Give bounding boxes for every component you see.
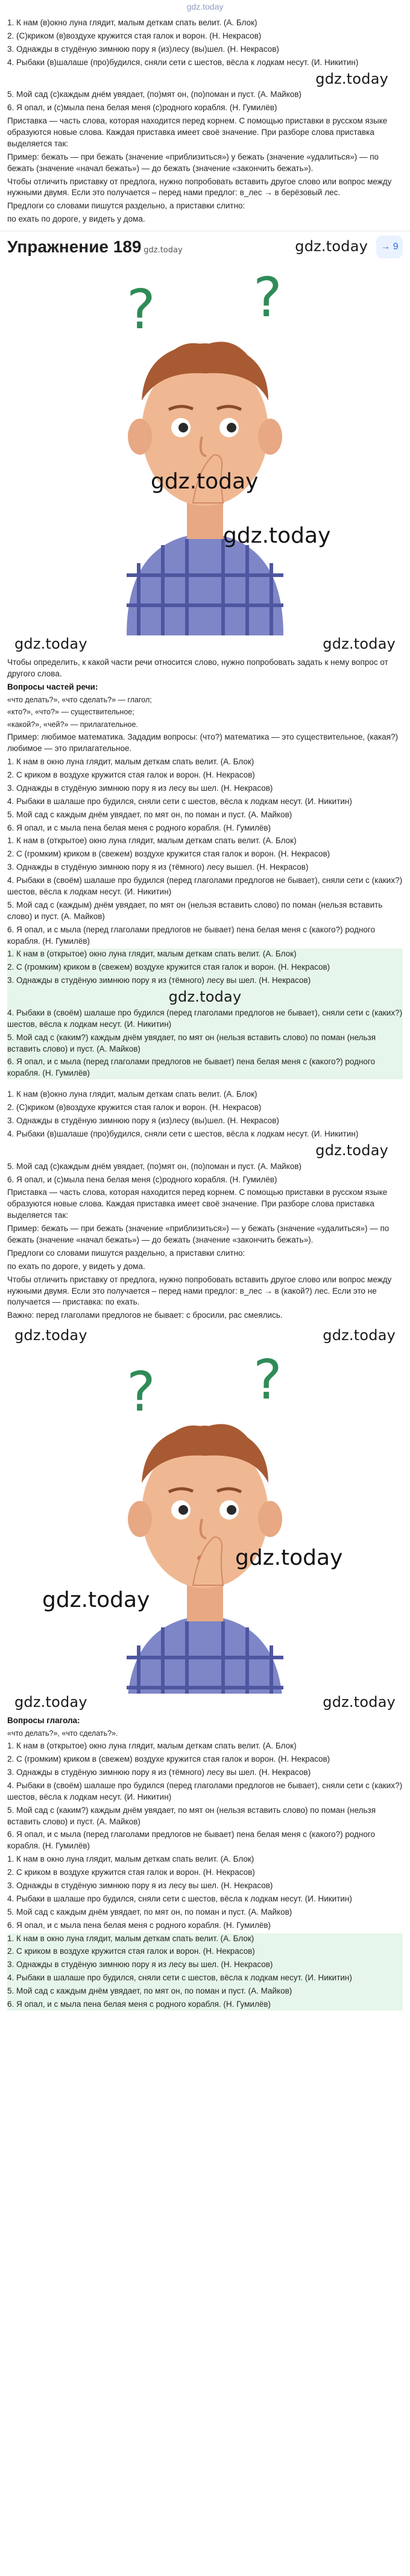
text-line: 4. Рыбаки в шалаше про будился, сняли сети с шестов, вёсла к лодкам несут. (И. Никитин): [7, 1973, 352, 1983]
text-line: Пример: бежать — при бежать (значение «приблизиться») у бежать (значение «удалиться») — по бежать (значение «начал бежать») — до бежать (значение «закончить бежать»).: [7, 152, 379, 173]
text-line: 5. Мой сад с (каким?) каждым днём увядает, по мят он (нельзя вставить слово) по поман (нельзя вставить слово) и пуст. (А. Майков): [7, 1032, 376, 1053]
text-line: 6. Я опал, и с мыла пена белая меня с родного корабля. (Н. Гумилёв): [7, 2000, 271, 2009]
text-line: Пример: любимое математика. Зададим вопросы: (что?) математика — это существительное, (какая?) любимое — это прилагательное.: [7, 732, 399, 753]
answer-section-1: [0, 13, 410, 231]
watermark: gdz.today: [42, 1588, 150, 1612]
svg-text:?: ?: [127, 278, 156, 342]
text-line: 6. Я опал, и (с)мыла пена белая меня (с)родного корабля. (Н. Гумилёв): [7, 1174, 277, 1184]
text-line: 2. С (громким) криком в (свежем) воздухе кружится стая галок и ворон. (Н. Некрасов): [7, 962, 330, 972]
answer-section-2: [0, 653, 410, 1085]
answer-section-3: [0, 1085, 410, 1327]
questions-title: [7, 1715, 403, 1727]
text-line: 3. Однажды в студёную зимнюю пору я из (тёмного) лесу вышел. (Н. Некрасов): [7, 862, 309, 872]
text-line: Чтобы определить, к какой части речи относится слово, нужно попробовать задать к нему вопрос от другого слова.: [7, 658, 388, 679]
text-line: 4. Рыбаки (в)шалаше (про)будился, сняли сети с шестов, вёсла к лодкам несут. (И. Никитин): [7, 1129, 359, 1138]
text-line: 5. Мой сад (с)каждым днём увядает, (по)мят он, (по)поман и пуст. (А. Майков): [7, 1161, 302, 1171]
watermark: gdz.today: [315, 70, 388, 87]
svg-text:?: ?: [127, 1361, 156, 1424]
site-header[interactable]: [0, 0, 410, 13]
text-line: 5. Мой сад с каждым днём увядает, по мят он, по поман и пуст. (А. Майков): [7, 1907, 292, 1916]
text-line: 2. (С)криком (в)воздухе кружится стая галок и ворон. (Н. Некрасов): [7, 1103, 262, 1112]
text-line: Приставка — часть слова, которая находится перед корнем. С помощью приставки в русском языке образуются новые слова. Каждая приставка имеет своё значение. При разборе слова приставка выделяется так:: [7, 1188, 388, 1220]
watermark: gdz.today: [323, 635, 396, 653]
text-line: 1. К нам (в)окно луна глядит, малым деткам спать велит. (А. Блок): [7, 18, 257, 27]
svg-text:?: ?: [253, 274, 282, 330]
watermark: gdz.today: [14, 1327, 87, 1344]
question-line: «кто?», «что?» — существительное;: [7, 708, 134, 717]
text-line: 4. Рыбаки в (своём) шалаше про будился (перед глаголами предлогов не бывает), сняли сети с (каких?) шестов, вёсла к лодкам несут. (И. Никитин): [7, 1008, 403, 1029]
next-exercise-label[interactable]: → 9: [380, 241, 399, 252]
text-line: Важно: перед глаголами предлогов не бывает: с бросили, рас смеялись.: [7, 1311, 283, 1320]
text-line: 1. К нам в окно луна глядит, малым деткам спать велит. (А. Блок): [7, 1854, 254, 1864]
text-line: 6. Я опал, и с мыла пена белая меня с родного корабля. (Н. Гумилёв): [7, 823, 271, 832]
text-line: Предлоги со словами пишутся раздельно, а приставки слитно:: [7, 1248, 245, 1258]
text-line: по ехать по дороге, у видеть у дома.: [7, 1261, 145, 1271]
questions-title: [7, 682, 403, 693]
text-line: Чтобы отличить приставку от предлога, нужно попробовать вставить другое слово или вопрос между нужными двумя. Если это получается – перед нами предлог: в_лес → в (какой?) лес. Если это не получается — приставка: по ехать.: [7, 1274, 392, 1307]
watermark: gdz.today: [14, 1694, 87, 1711]
next-exercise-button[interactable]: [376, 235, 403, 258]
text-line: 2. С криком в воздухе кружится стая галок и ворон. (Н. Некрасов): [7, 770, 255, 779]
text-line: Приставка — часть слова, которая находится перед корнем. С помощью приставки в русском языке образуются новые слова. Каждая приставка имеет своё значение. При разборе слова приставка выделяется так:: [7, 116, 388, 148]
text-line: 1. К нам в окно луна глядит, малым деткам спать велит. (А. Блок): [7, 757, 254, 767]
text-line: 5. Мой сад (с)каждым днём увядает, (по)мят он, (по)поман и пуст. (А. Майков): [7, 90, 302, 99]
watermark-row: [7, 1142, 403, 1159]
text-line: 6. Я опал, и с мыла (перед глаголами предлогов не бывает) пена белая меня с (какого?) родного корабля. (Н. Гумилёв): [7, 925, 376, 946]
text-line: 5. Мой сад с (каким?) каждым днём увядает, по мят он (нельзя вставить слово) по поман (нельзя вставить слово) и пуст. (А. Майков): [7, 1805, 376, 1826]
watermark: gdz.today: [14, 635, 87, 653]
watermark: gdz.today: [315, 1141, 388, 1159]
watermark-row: [7, 70, 403, 88]
watermark-small: gdz.today: [144, 246, 183, 255]
text-line: 4. Рыбаки в шалаше про будился, сняли сети с шестов, вёсла к лодкам несут. (И. Никитин): [7, 796, 352, 806]
text-line: 4. Рыбаки в (своём) шалаше про будился (перед глаголами предлогов не бывает), сняли сети с (каких?) шестов, вёсла к лодкам несут. (И. Никитин): [7, 876, 403, 896]
text-line: Предлоги со словами пишутся раздельно, а приставки слитно:: [7, 201, 245, 211]
text-line: 6. Я опал, и с мыла (перед глаголами предлогов не бывает) пена белая меня с (какого?) родного корабля. (Н. Гумилёв): [7, 1830, 376, 1851]
watermark: gdz.today: [295, 238, 368, 255]
highlighted-answer: [7, 1933, 403, 2010]
text-line: 3. Однажды в студёную зимнюю пору я из лесу вы шел. (Н. Некрасов): [7, 1960, 273, 1969]
highlighted-answer: [7, 949, 403, 1079]
watermark: gdz.today: [151, 469, 259, 494]
text-line: 2. С криком в воздухе кружится стая галок и ворон. (Н. Некрасов): [7, 1868, 255, 1877]
text-line: 3. Однажды в студёную зимнюю пору я (из)лесу (вы)шел. (Н. Некрасов): [7, 44, 279, 54]
text-line: 2. (С)криком (в)воздухе кружится стая галок и ворон. (Н. Некрасов): [7, 31, 262, 40]
answer-section-4: [0, 1711, 410, 2016]
thinking-boy-image: [102, 274, 308, 635]
question-line: «что делать?», «что сделать?».: [7, 1729, 118, 1738]
question-line: «что делать?», «что сделать?» — глагол;: [7, 695, 152, 704]
text-line: 6. Я опал, и с мыла (перед глаголами предлогов не бывает) пена белая меня с (какого?) родного корабля. (Н. Гумилёв): [7, 1057, 376, 1078]
watermark: gdz.today: [323, 1694, 396, 1711]
text-line: 1. К нам в окно луна глядит, малым деткам спать велит. (А. Блок): [7, 1933, 254, 1943]
text-line: 5. Мой сад с каждым днём увядает, по мят он, по поман и пуст. (А. Майков): [7, 809, 292, 819]
text-line: 1. К нам в (открытое) окно луна глядит, малым деткам спать велит. (А. Блок): [7, 836, 297, 846]
watermark: gdz.today: [323, 1327, 396, 1344]
questions-title-text: Вопросы глагола:: [7, 1715, 80, 1725]
illustration-thinking-boy-2: [0, 1344, 410, 1694]
watermark-row: [0, 1327, 410, 1344]
text-line: 4. Рыбаки в (своём) шалаше про будился (перед глаголами предлогов не бывает), сняли сети с (каких?) шестов, вёсла к лодкам несут. (И. Никитин): [7, 1780, 403, 1801]
text-line: 3. Однажды в студёную зимнюю пору я из (тёмного) лесу вы шел. (Н. Некрасов): [7, 1767, 311, 1777]
text-line: Пример: бежать — при бежать (значение «приблизиться») — у бежать (значение «удалиться») — по бежать (значение «начал бежать») — до бежать (значение «закончить бежать»).: [7, 1224, 390, 1244]
illustration-thinking-boy: [0, 262, 410, 635]
text-line: 3. Однажды в студёную зимнюю пору я из лесу вы шел. (Н. Некрасов): [7, 783, 273, 793]
watermark-row: [0, 1694, 410, 1711]
text-line: по ехать по дороге, у видеть у дома.: [7, 214, 145, 224]
text-line: 1. К нам в (открытое) окно луна глядит, малым деткам спать велит. (А. Блок): [7, 1741, 297, 1751]
text-line: 4. Рыбаки в шалаше про будился, сняли сети с шестов, вёсла к лодкам несут. (И. Никитин): [7, 1894, 352, 1903]
thinking-boy-image: [102, 1356, 308, 1694]
text-line: 6. Я опал, и с мыла пена белая меня с родного корабля. (Н. Гумилёв): [7, 1920, 271, 1930]
watermark-row: [7, 988, 403, 1006]
text-line: 2. С (громким) криком в (свежем) воздухе кружится стая галок и ворон. (Н. Некрасов): [7, 849, 330, 859]
text-line: 5. Мой сад с каждым днём увядает, по мят он, по поман и пуст. (А. Майков): [7, 1986, 292, 1996]
exercise-header: [0, 231, 410, 262]
question-line: «какой?», «чей?» — прилагательное.: [7, 720, 138, 729]
watermark: gdz.today: [235, 1545, 343, 1570]
text-line: 6. Я опал, и (с)мыла пена белая меня (с)родного корабля. (Н. Гумилёв): [7, 103, 277, 113]
site-logo-text[interactable]: gdz.today: [186, 2, 224, 11]
watermark: gdz.today: [223, 523, 331, 549]
text-line: 2. С криком в воздухе кружится стая галок и ворон. (Н. Некрасов): [7, 1947, 255, 1956]
text-line: 2. С (громким) криком в (свежем) воздухе кружится стая галок и ворон. (Н. Некрасов): [7, 1754, 330, 1764]
svg-text:?: ?: [253, 1356, 282, 1412]
watermark: gdz.today: [168, 988, 242, 1006]
text-line: 3. Однажды в студёную зимнюю пору я из (тёмного) лесу вы шел. (Н. Некрасов): [7, 976, 311, 985]
exercise-title: Упражнение 189: [7, 237, 142, 257]
text-line: Чтобы отличить приставку от предлога, нужно попробовать вставить другое слово или вопрос между нужными двумя. Если это получается – перед нами предлог: в_лес → в берёзовый лес.: [7, 176, 392, 198]
text-line: 4. Рыбаки (в)шалаше (про)будился, сняли сети с шестов, вёсла к лодкам несут. (И. Никитин): [7, 57, 359, 67]
watermark-row: [0, 635, 410, 653]
text-line: 3. Однажды в студёную зимнюю пору я из лесу вы шел. (Н. Некрасов): [7, 1880, 273, 1890]
text-line: 3. Однажды в студёную зимнюю пору я (из)лесу (вы)шел. (Н. Некрасов): [7, 1116, 279, 1126]
text-line: 5. Мой сад с (каждым) днём увядает, по мят он (нельзя вставить слово) по поман (нельзя вставить слово) и пуст. (А. Майков): [7, 900, 383, 921]
questions-title-text: Вопросы частей речи:: [7, 682, 98, 691]
text-line: 1. К нам в (открытое) окно луна глядит, малым деткам спать велит. (А. Блок): [7, 949, 297, 959]
text-line: 1. К нам (в)окно луна глядит, малым деткам спать велит. (А. Блок): [7, 1090, 257, 1099]
